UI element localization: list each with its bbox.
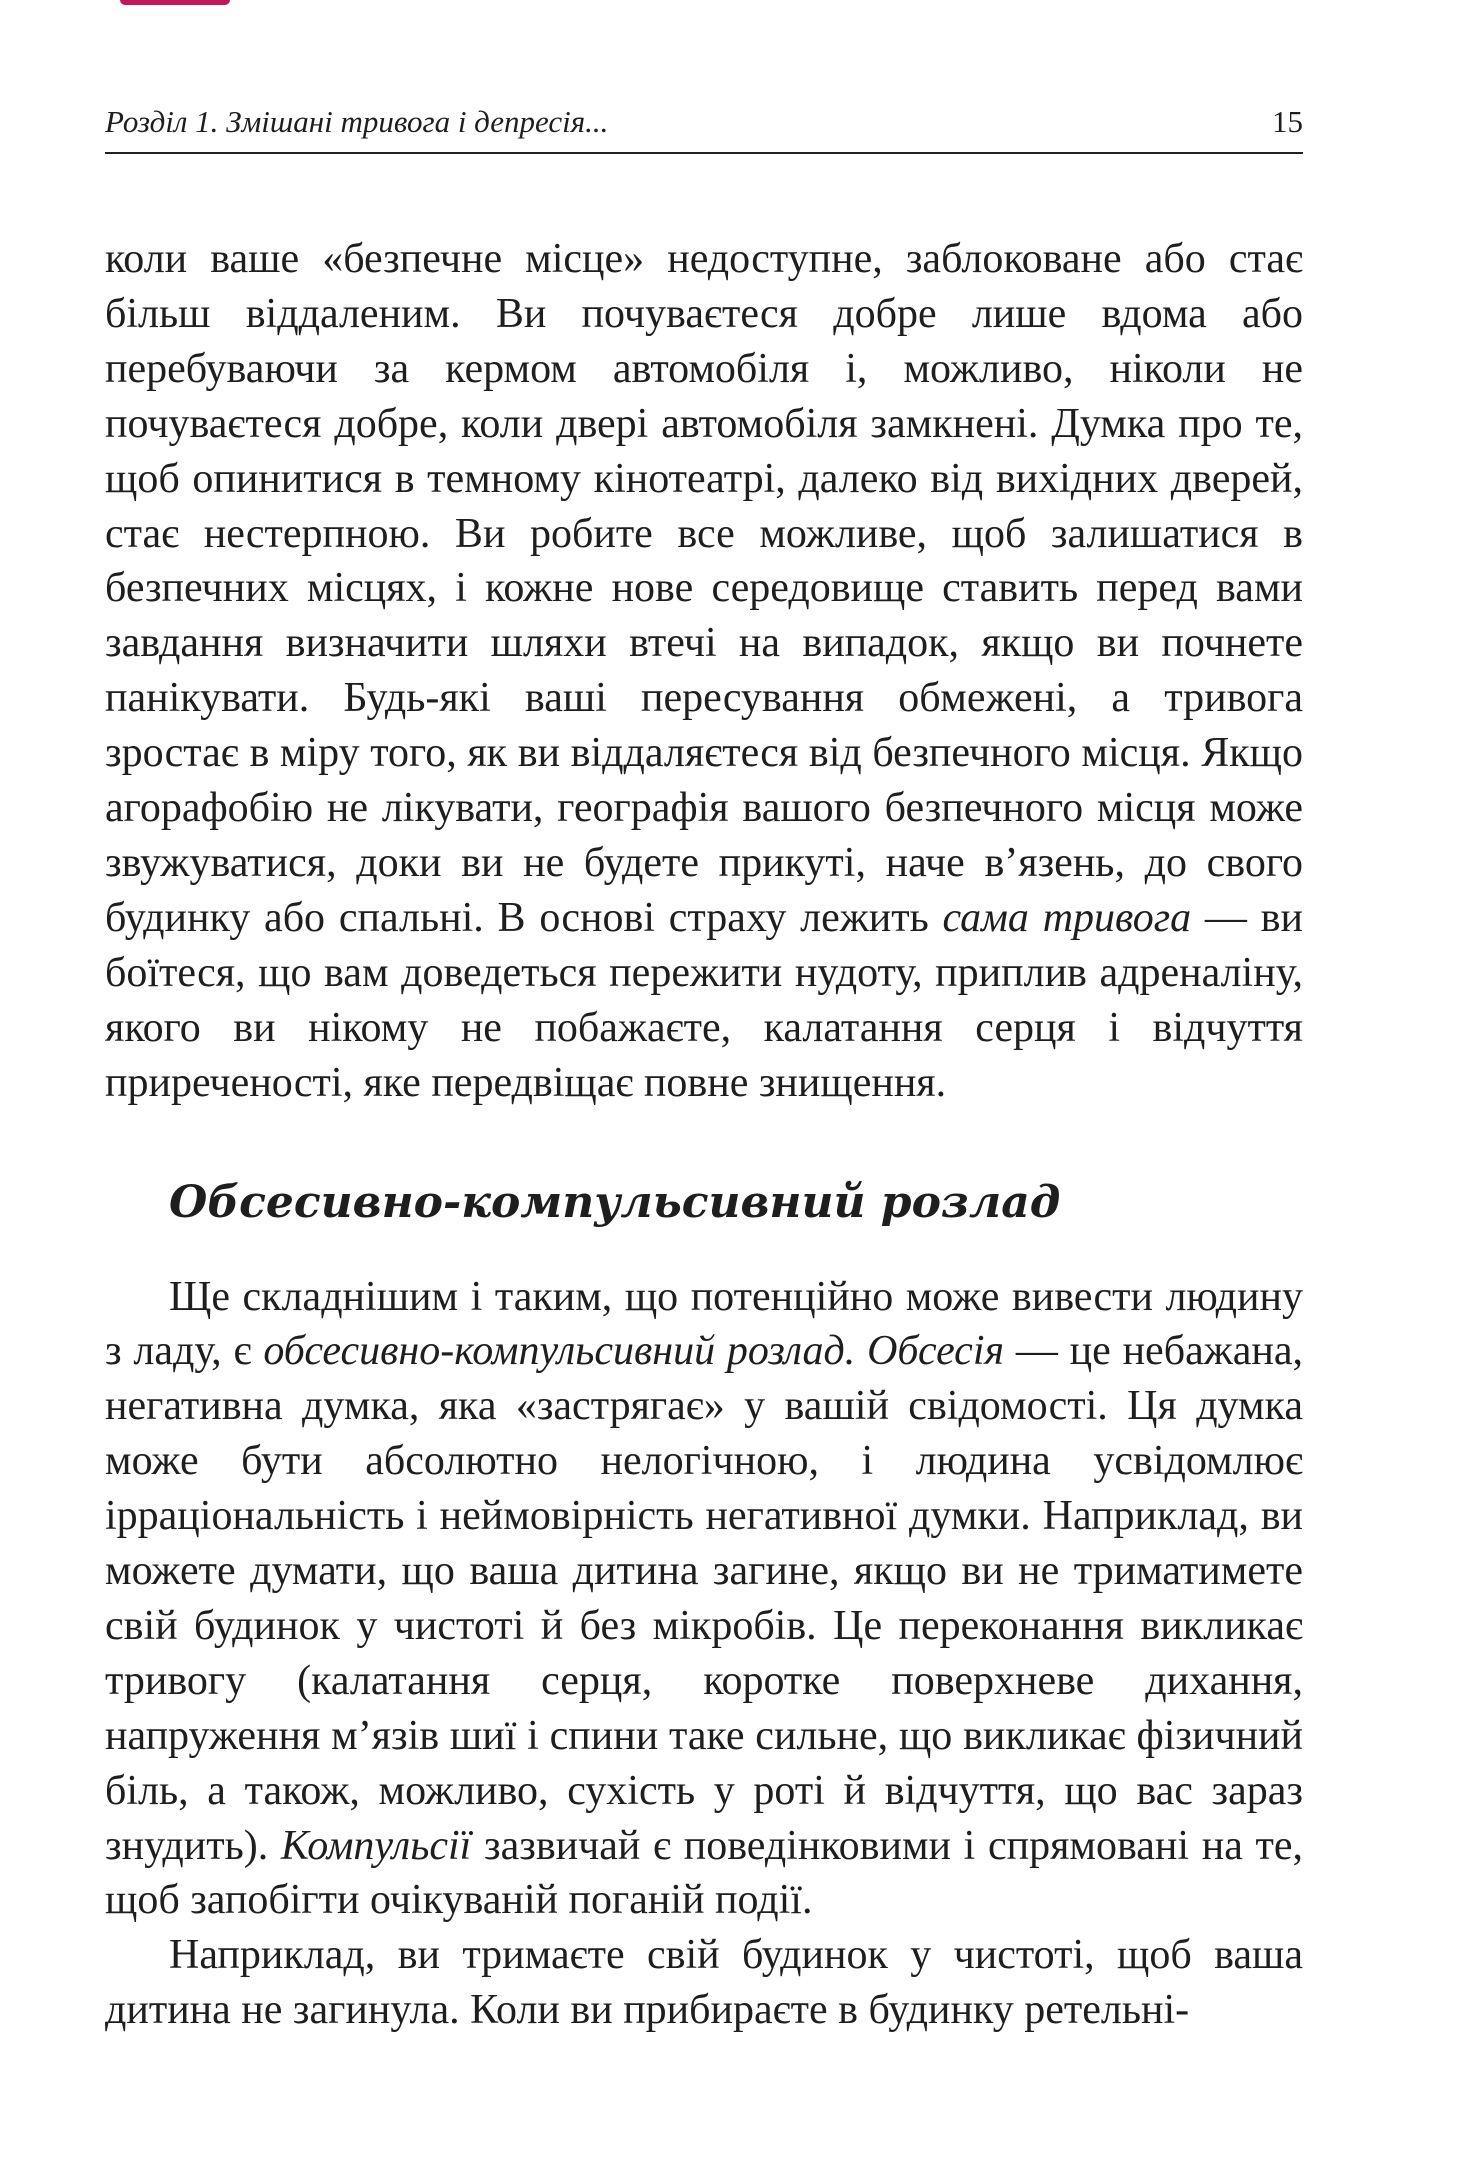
section-heading: Обсесивно-компульсивний розлад [169, 1176, 1061, 1228]
paragraph-ocd-definition [105, 1270, 1303, 1929]
running-title: Розділ 1. Змішані тривога і депресія... [105, 104, 609, 139]
italic-term: сама тривога [942, 894, 1192, 941]
paragraph-text: Наприклад, ви тримаєте свій будинок у чистоті, щоб ваша дитина не загинула. Коли ви прибираєте в будинку ретельні- [105, 1932, 1303, 2034]
paragraph-text: — це небажана, негативна думка, яка «застрягає» у вашій свідомості. Ця думка може бути абсолютно нелогічною, і людина усвідомлює ірраціональність і неймовірність негативної думки. Наприклад, ви можете думати, що ваша дитина загине, якщо ви не триматимете свій будинок у чистоті й без мікробів. Це переконання викликає тривогу (калатання серця, коротке поверхневе дихання, напруження м’язів шиї і спини таке сильне, що викликає фізичний біль, а також, можливо, сухість у роті й відчуття, що вас зараз знудить). [105, 1328, 1303, 1869]
page-body [105, 232, 1303, 2038]
italic-term: Компульсії [280, 1822, 472, 1869]
top-color-tab [120, 0, 230, 5]
paragraph-text: Ще складнішим і таким, що потенційно може вивести людину з ладу, є [105, 1273, 1303, 1375]
paragraph-text: — ви боїтеся, що вам доведеться пережити нудоту, приплив адреналіну, якого ви нікому не побажаєте, калатання серця і відчуття приреченості, яке передвіщає повне знищення. [105, 894, 1303, 1106]
running-header [105, 100, 1303, 154]
paragraph-text: зазвичай є поведінковими і спрямовані на те, щоб запобігти очікуваній поганій події. [105, 1822, 1303, 1924]
page-number: 15 [1272, 104, 1303, 139]
paragraph-text: коли ваше «безпечне місце» недоступне, заблоковане або стає більш віддаленим. Ви почуваєтеся добре лише вдома або перебуваючи за кермом автомобіля і, можливо, ніколи не почуваєтеся добре, коли двері автомобіля замкнені. Думка про те, щоб опинитися в темному кінотеатрі, далеко від вихідних дверей, стає нестерпною. Ви робите все можливе, щоб залишатися в безпечних місцях, і кожне нове середовище ставить перед вами завдання визначити шляхи втечі на випадок, якщо ви почнете панікувати. Будь-які ваші пересування обмежені, а тривога зростає в міру того, як ви віддаляєтеся від безпечного місця. Якщо агорафобію не лікувати, географія вашого безпечного місця може звужуватися, доки ви не будете прикуті, наче в’язень, до свого будинку або спальні. В основі страху лежить [105, 236, 1303, 941]
italic-term: обсесивно-компульсивний розлад. Обсесія [263, 1328, 1005, 1375]
paragraph-agoraphobia [105, 232, 1303, 1111]
paragraph-example [105, 1928, 1303, 2038]
